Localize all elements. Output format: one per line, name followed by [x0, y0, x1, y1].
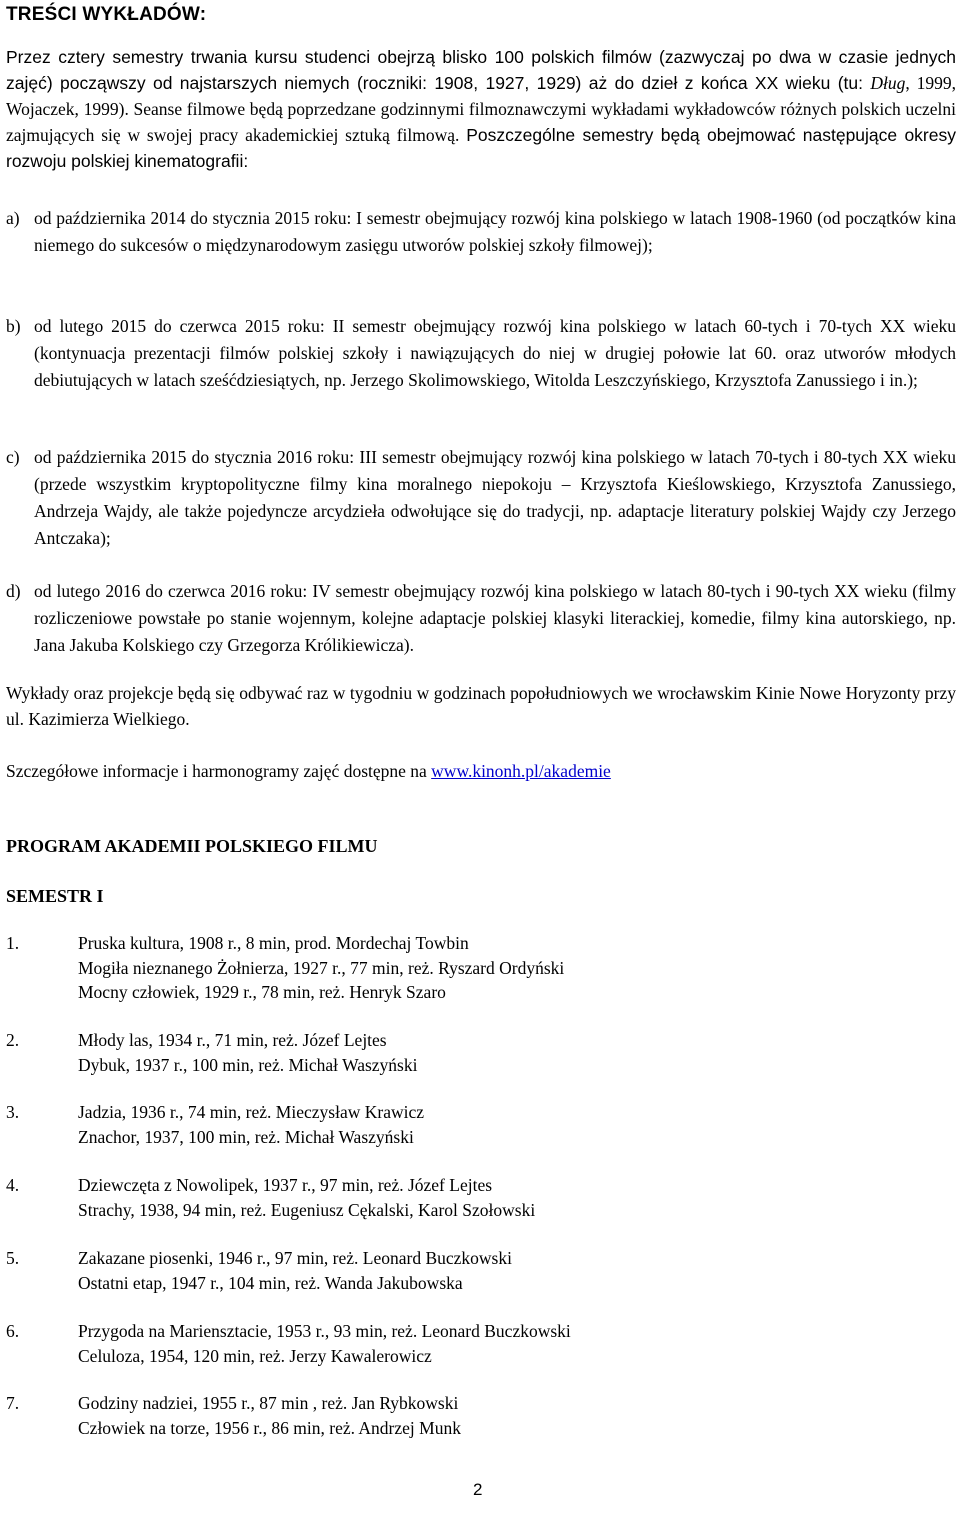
period-text: od października 2015 do stycznia 2016 roku: III semestr obejmujący rozwój kina polskiego w latach 70-tych i 80-tych XX wieku (przede wszystkim kryptopolityczne filmy kina moralnego niepokoju – Krzysztofa Kieślowskiego, Krzysztofa Zanussiego, Andrzeja Wajdy, ale także pojedyncze arcydzieła odwołujące się do tradycji, np. adaptacje literatury polskiej Wajdy czy Jerzego Antczaka);	[34, 447, 956, 548]
film-entry: Przygoda na Mariensztacie, 1953 r., 93 min, reż. Leonard Buczkowski	[78, 1321, 571, 1341]
intro-paragraph	[6, 44, 956, 174]
film-entry: Pruska kultura, 1908 r., 8 min, prod. Mordechaj Towbin	[78, 933, 469, 953]
film-entry: Ostatni etap, 1947 r., 104 min, reż. Wanda Jakubowska	[78, 1272, 463, 1293]
schedule-paragraph: Wykłady oraz projekcje będą się odbywać raz w tygodniu w godzinach popołudniowych we wrocławskim Kinie Nowe Horyzonty przy ul. Kazimierza Wielkiego.	[6, 683, 956, 729]
info-text: Szczegółowe informacje i harmonogramy zajęć dostępne na	[6, 761, 432, 781]
intro-text-part3: Poszczególne semestry będą obejmować następujące okresy rozwoju polskiej kinematografii:	[6, 125, 956, 171]
period-item	[6, 205, 956, 259]
film-entry: Strachy, 1938, 94 min, reż. Eugeniusz Cękalski, Karol Szołowski	[78, 1199, 536, 1220]
film-entry: Godziny nadziei, 1955 r., 87 min , reż. Jan Rybkowski	[78, 1393, 459, 1413]
period-label: c)	[6, 447, 20, 467]
film-entry: Jadzia, 1936 r., 74 min, reż. Mieczysław Krawicz	[78, 1102, 424, 1122]
semester-heading: SEMESTR I	[6, 886, 104, 906]
period-text: od października 2014 do stycznia 2015 roku: I semestr obejmujący rozwój kina polskiego w latach 1908-1960 (od początków kina niemego do sukcesów o międzynarodowym zasięgu utworów polskiej szkoły filmowej);	[34, 208, 956, 255]
intro-italic-title: Dług	[870, 73, 906, 93]
page-number: 2	[473, 1480, 483, 1499]
period-text: od lutego 2016 do czerwca 2016 roku: IV semestr obejmujący rozwój kina polskiego w latach 80-tych i 90-tych XX wieku (filmy rozliczeniowe powstałe po stanie wojennym, kolejne adaptacje polskiej klasyki literackiej, komedie, filmy kina autorskiego, np. Jana Jakuba Kolskiego czy Grzegorza Królikiewicza).	[34, 581, 956, 655]
intro-text-part2: , 1999, Wojaczek, 1999). Seanse filmowe będą poprzedzane godzinnymi filmoznawczymi wykładami wykładowców różnych polskich uczelni zajmujących się w swojej pracy akademickiej sztuką filmową.	[6, 73, 956, 145]
film-block-number: 4.	[6, 1175, 20, 1195]
film-entry: Człowiek na torze, 1956 r., 86 min, reż. Andrzej Munk	[78, 1417, 461, 1438]
period-item	[6, 444, 956, 552]
film-entry: Znachor, 1937, 100 min, reż. Michał Waszyński	[78, 1126, 414, 1147]
period-item	[6, 578, 956, 659]
period-label: d)	[6, 581, 21, 601]
film-entry: Mocny człowiek, 1929 r., 78 min, reż. Henryk Szaro	[78, 982, 446, 1002]
period-label: b)	[6, 316, 21, 336]
film-block-number: 3.	[6, 1102, 20, 1122]
section-heading: TREŚCI WYKŁADÓW:	[6, 4, 207, 25]
film-entry: Zakazane piosenki, 1946 r., 97 min, reż. Leonard Buczkowski	[78, 1248, 512, 1268]
period-label: a)	[6, 208, 20, 228]
akademie-link[interactable]: www.kinonh.pl/akademie	[431, 761, 611, 781]
intro-text-part1: Przez cztery semestry trwania kursu studenci obejrzą blisko 100 polskich filmów (zazwyczaj po dwa w czasie jednych zajęć) począwszy od najstarszych niemych (roczniki: 1908, 1927, 1929) aż do dzieł z końca XX wieku (tu:	[6, 47, 956, 93]
film-block-number: 7.	[6, 1393, 20, 1413]
period-text: od lutego 2015 do czerwca 2015 roku: II semestr obejmujący rozwój kina polskiego w latach 60-tych i 70-tych XX wieku (kontynuacja prezentacji filmów polskiej szkoły i nawiązujących do niej w drugiej połowie lat 60. oraz utworów młodych debiutujących w latach sześćdziesiątych, np. Jerzego Skolimowskiego, Witolda Leszczyńskiego, Krzysztofa Zanussiego i in.);	[34, 316, 956, 390]
film-block-number: 5.	[6, 1248, 20, 1268]
film-block-number: 6.	[6, 1321, 20, 1341]
film-block-number: 1.	[6, 933, 20, 953]
film-entry: Mogiła nieznanego Żołnierza, 1927 r., 77 min, reż. Ryszard Ordyński	[78, 957, 565, 978]
info-paragraph	[6, 758, 956, 784]
film-entry: Dybuk, 1937 r., 100 min, reż. Michał Waszyński	[78, 1054, 418, 1075]
film-entry: Dziewczęta z Nowolipek, 1937 r., 97 min, reż. Józef Lejtes	[78, 1175, 493, 1195]
film-block-number: 2.	[6, 1030, 20, 1050]
period-item	[6, 313, 956, 394]
film-entry: Celuloza, 1954, 120 min, reż. Jerzy Kawalerowicz	[78, 1345, 432, 1366]
film-entry: Młody las, 1934 r., 71 min, reż. Józef Lejtes	[78, 1030, 387, 1050]
program-heading: PROGRAM AKADEMII POLSKIEGO FILMU	[6, 836, 378, 856]
